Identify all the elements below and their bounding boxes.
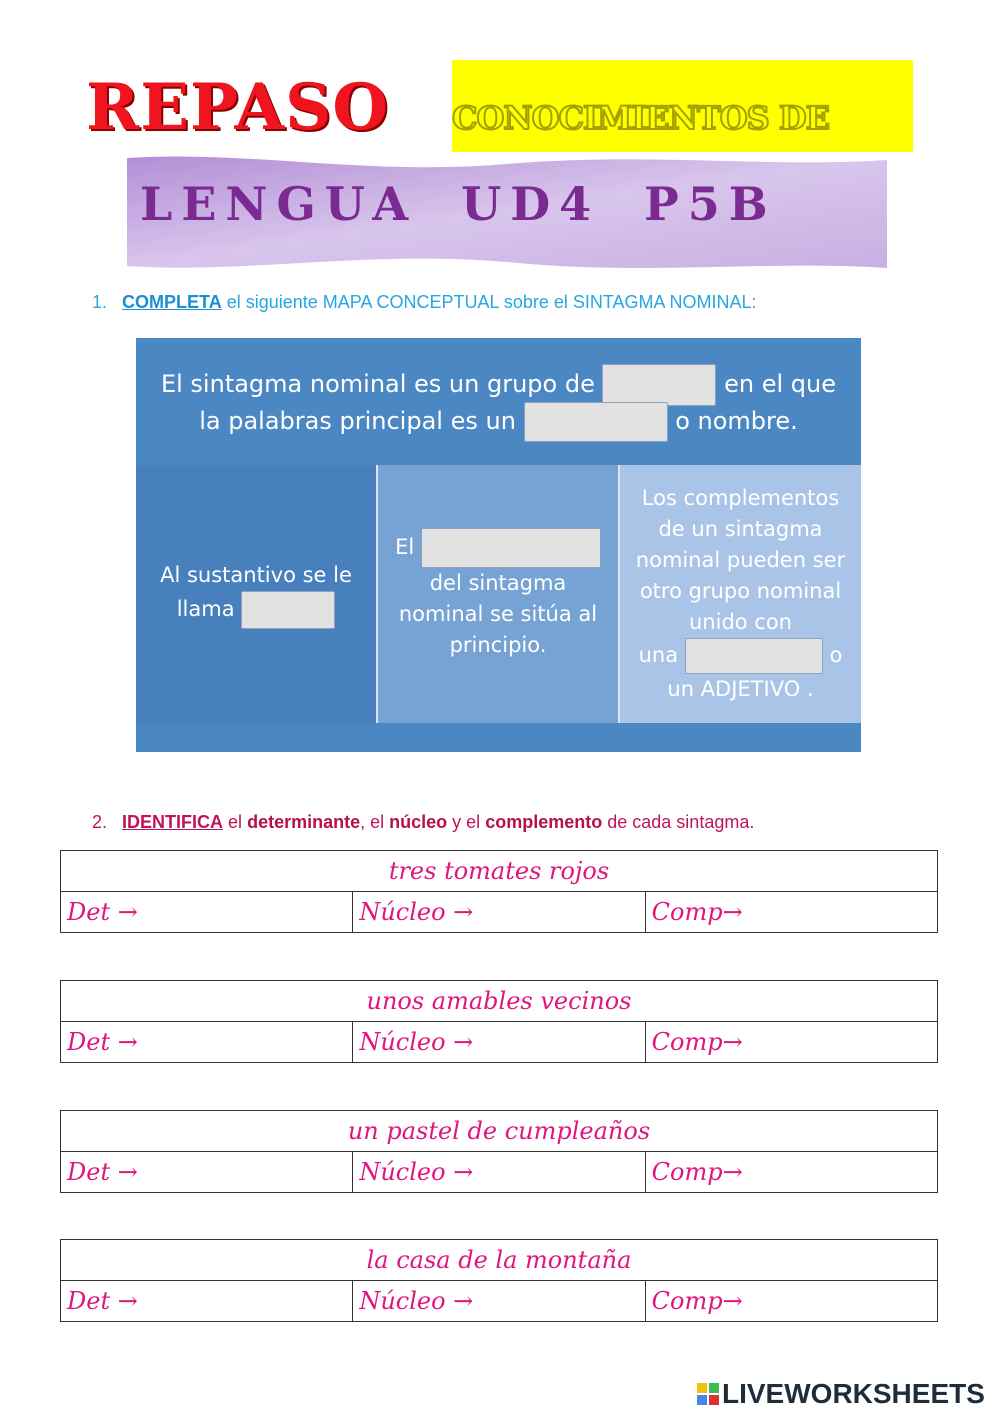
exercise-2-text-1: el [228,812,243,832]
banner-word-lengua: LENGUA [140,177,418,231]
exercise-2-bold-complemento: complemento [485,812,603,832]
exercise-2-text-2: , el [360,812,385,832]
banner-title [140,176,870,232]
phrase-table-2 [60,980,938,1063]
map-top-text-1b: en el que [724,370,837,398]
blank-input-4[interactable] [421,528,601,568]
title-conocimientos: CONOCIMIENTOS DE [452,99,830,137]
logo-square-4 [709,1395,719,1405]
map-top-text-2b: o nombre. [675,407,798,435]
logo-square-3 [697,1395,707,1405]
phrase-title: unos amables vecinos [61,981,938,1022]
logo-square-1 [697,1383,707,1393]
logo-mark-icon [697,1383,719,1405]
det-cell[interactable]: Det → [61,1152,353,1193]
nucleo-cell[interactable]: Núcleo → [353,1022,645,1063]
det-cell[interactable]: Det → [61,1022,353,1063]
col3-text-c: o [829,643,843,667]
col1-text-b: llama [176,596,235,621]
blank-input-1[interactable] [602,364,716,406]
nucleo-cell[interactable]: Núcleo → [353,1281,645,1322]
logo-square-2 [709,1383,719,1393]
phrase-table-4 [60,1239,938,1322]
exercise-1-number: 1. [92,292,108,312]
exercise-2-bold-determinante: determinante [247,812,361,832]
comp-cell[interactable]: Comp→ [645,1022,937,1063]
comp-cell[interactable]: Comp→ [645,1152,937,1193]
blank-input-2[interactable] [524,402,668,442]
banner-word-p5b: P5B [644,177,777,231]
exercise-1-instruction: el siguiente MAPA CONCEPTUAL sobre el SINTAGMA NOMINAL: [226,292,757,312]
nucleo-cell[interactable]: Núcleo → [353,892,645,933]
phrase-table-1 [60,850,938,933]
map-top-text-1a: El sintagma nominal es un grupo de [160,370,595,398]
concept-map-col-2 [378,465,620,723]
concept-map-bottom-bar [136,723,861,752]
blank-input-3[interactable] [241,591,335,629]
comp-cell[interactable]: Comp→ [645,1281,937,1322]
blank-input-5[interactable] [685,638,823,674]
exercise-1-keyword: COMPLETA [122,292,222,312]
det-cell[interactable]: Det → [61,892,353,933]
exercise-2-heading [92,812,754,833]
exercise-2-keyword: IDENTIFICA [122,812,224,832]
title-repaso: REPASO [86,70,390,145]
phrase-table-3 [60,1110,938,1193]
col1-text-a: Al sustantivo se le [160,562,352,587]
col3-text-a: Los complementos de un sintagma nominal pueden ser otro grupo nominal unido con [635,486,846,634]
exercise-2-bold-nucleo: núcleo [389,812,448,832]
col2-text-b: del sintagma nominal se sitúa al principio. [398,570,598,657]
comp-cell[interactable]: Comp→ [645,892,937,933]
exercise-2-text-3: y el [452,812,481,832]
banner-word-ud4: UD4 [461,177,601,231]
exercise-1-heading [92,292,757,313]
liveworksheets-logo [697,1378,985,1410]
nucleo-cell[interactable]: Núcleo → [353,1152,645,1193]
concept-map-col-3 [620,465,861,723]
col3-text-b: una [638,643,679,667]
concept-map-top [136,338,861,465]
exercise-2-text-4: de cada sintagma. [607,812,755,832]
logo-text: LIVEWORKSHEETS [722,1378,985,1409]
map-top-text-2a: la palabras principal es un [199,407,516,435]
phrase-title: tres tomates rojos [61,851,938,892]
col2-text-a: El [395,534,415,559]
det-cell[interactable]: Det → [61,1281,353,1322]
col3-text-d: un ADJETIVO . [667,677,814,701]
concept-map-col-1 [136,465,378,723]
phrase-title: un pastel de cumpleaños [61,1111,938,1152]
exercise-2-number: 2. [92,812,108,832]
phrase-title: la casa de la montaña [61,1240,938,1281]
